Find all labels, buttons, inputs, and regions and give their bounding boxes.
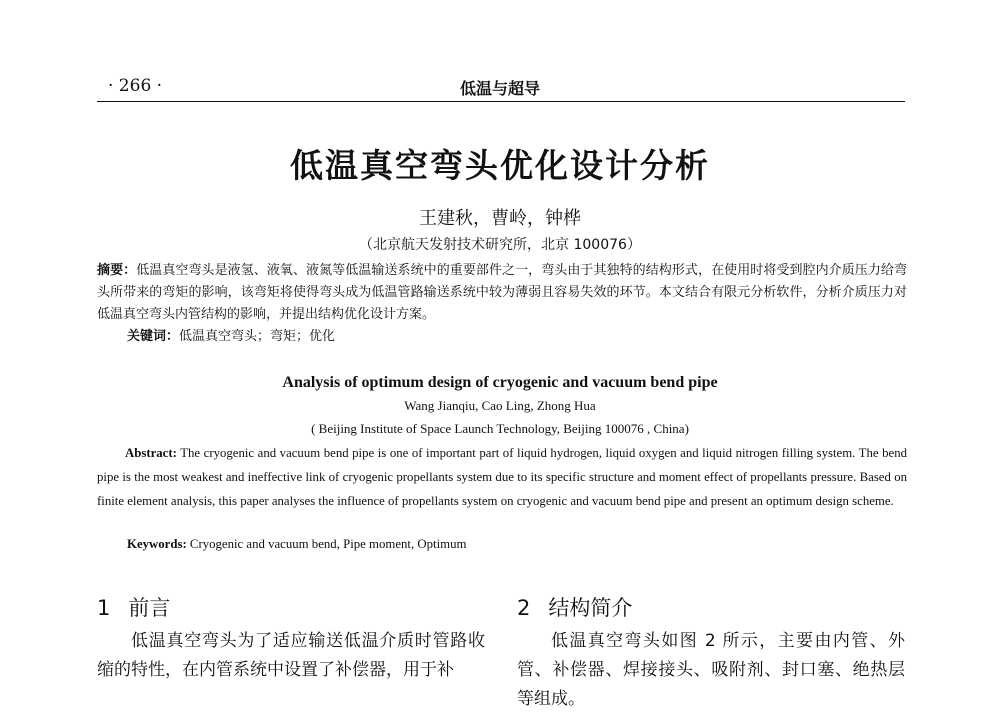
paper-title: 低温真空弯头优化设计分析 <box>290 146 710 185</box>
section-1-paragraph: 低温真空弯头为了适应输送低温介质时管路收缩的特性，在内管系统中设置了补偿器，用于补 <box>97 631 485 680</box>
section-2-paragraph: 低温真空弯头如图 2 所示，主要由内管、外管、补偿器、焊接接头、吸附剂、封口塞、绝热层等组成。 <box>517 631 905 709</box>
abstract-en-label: Abstract: <box>125 446 177 460</box>
section-1-heading <box>97 592 170 622</box>
journal-name: 低温与超导 <box>459 79 540 98</box>
keywords-cn <box>127 326 335 348</box>
keywords-en <box>127 532 466 556</box>
english-authors: Wang Jianqiu, Cao Ling, Zhong Hua <box>404 398 596 413</box>
section-1-title: 前言 <box>128 596 171 620</box>
english-title: Analysis of optimum design of cryogenic and vacuum bend pipe <box>282 374 718 391</box>
keywords-cn-text: 低温真空弯头；弯矩；优化 <box>179 329 336 344</box>
abstract-cn-text: 低温真空弯头是液氢、液氧、液氮等低温输送系统中的重要部件之一，弯头由于其独特的结构形式，在使用时将受到腔内介质压力给弯头所带来的弯矩的影响，该弯矩将使得弯头成为低温管路输送系统中较为薄弱且容易失效的环节。本文结合有限元分析软件，分析介质压力对低温真空弯头内管结构的影响，并提出结构优化设计方案。 <box>97 263 907 322</box>
keywords-en-label: Keywords: <box>127 537 187 551</box>
section-2-heading <box>517 592 632 622</box>
abstract-en-text: The cryogenic and vacuum bend pipe is one of important part of liquid hydrogen, liquid oxygen and liquid nitrogen filling system. The bend pipe is the most weakest and ineffective link of cryogenic propellants system due to its specific structure and moment effect of propellants pressure. Based on finite element analysis, this paper analyses the influence of propellants system on cryogenic and vacuum bend pipe and present an optimum design scheme. <box>97 446 907 508</box>
abstract-cn <box>97 260 907 326</box>
page-number: · 266 · <box>108 76 163 96</box>
header-rule <box>97 101 905 102</box>
keywords-cn-label: 关键词： <box>127 329 180 344</box>
keywords-en-text: Cryogenic and vacuum bend, Pipe moment, Optimum <box>186 537 467 551</box>
affiliation: （北京航天发射技术研究所，北京 100076） <box>359 237 641 253</box>
english-affiliation: ( Beijing Institute of Space Launch Technology, Beijing 100076 , China) <box>311 421 689 436</box>
section-2-number: 2 <box>517 596 531 620</box>
abstract-en <box>97 441 907 513</box>
section-2-title: 结构简介 <box>548 596 633 620</box>
abstract-cn-label: 摘要： <box>97 263 137 278</box>
authors: 王建秋，曹岭，钟桦 <box>419 208 581 229</box>
section-1-number: 1 <box>97 596 111 620</box>
